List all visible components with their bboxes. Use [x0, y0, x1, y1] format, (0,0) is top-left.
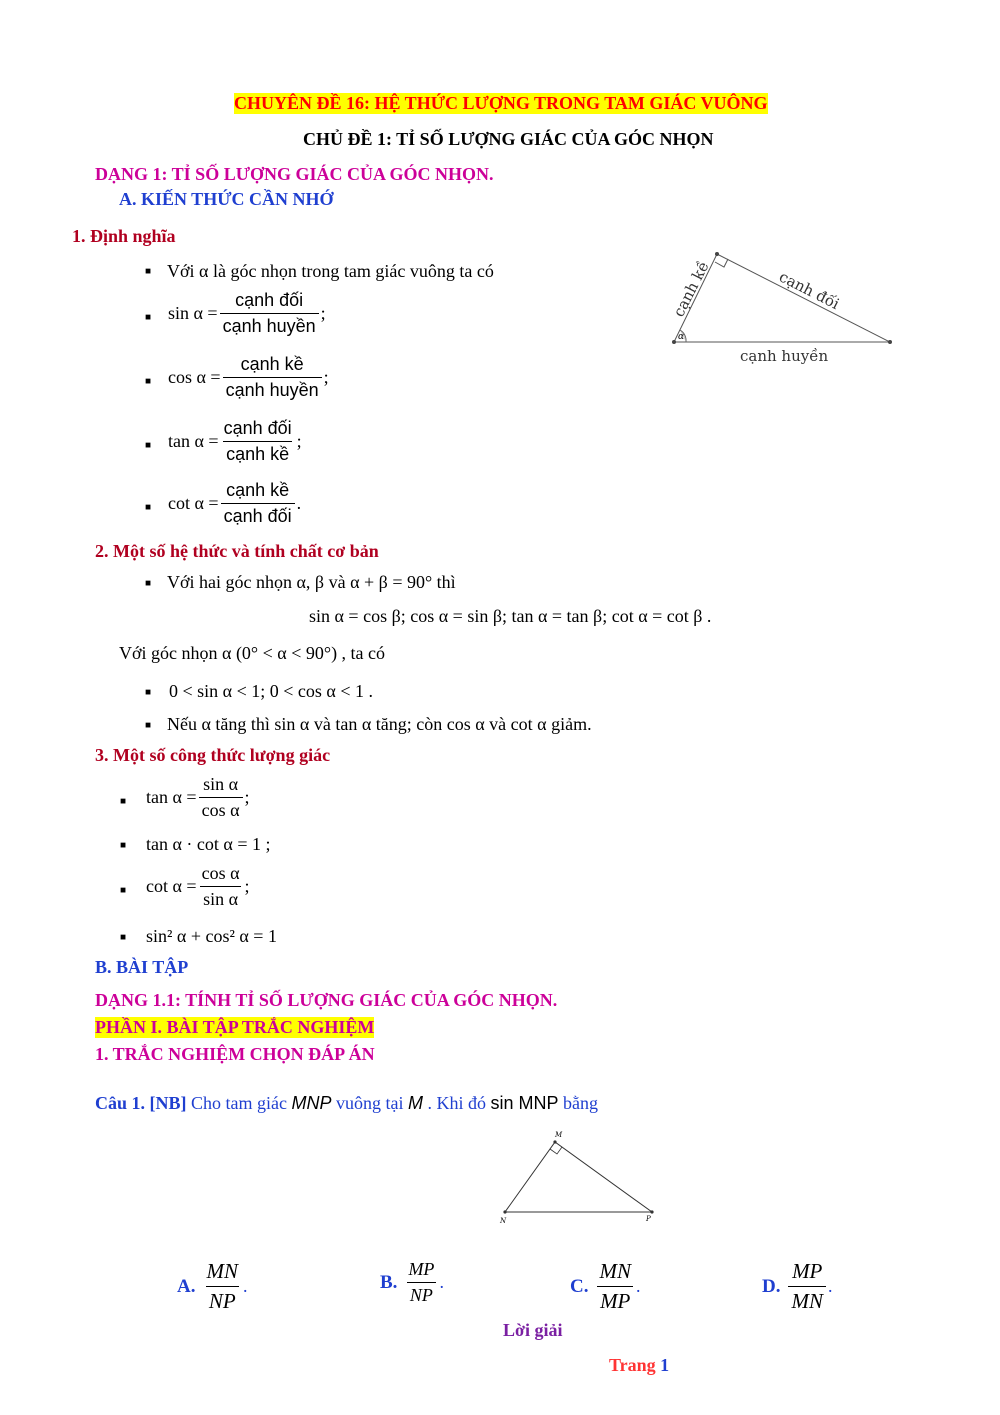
formula-lhs: sin α =	[168, 303, 218, 323]
bullet-icon: ■	[145, 376, 152, 387]
frac-denominator: cạnh huyền	[223, 377, 322, 401]
option-end: .	[635, 1276, 641, 1296]
tan-definition	[168, 418, 302, 465]
frac-numerator: cạnh đối	[235, 290, 304, 310]
frac-denominator: NP	[407, 1282, 436, 1306]
formula-end: ;	[320, 303, 326, 323]
bullet-icon: ■	[120, 840, 127, 851]
option-label: D.	[762, 1275, 781, 1297]
vertex-name: M	[408, 1093, 423, 1113]
option-c[interactable]	[570, 1259, 640, 1314]
frac-denominator: cos α	[199, 797, 243, 821]
section1-title: 1. Định nghĩa	[72, 226, 176, 246]
bullet-icon: ■	[120, 796, 127, 807]
bullet-icon: ■	[145, 720, 152, 731]
formula-lhs: cos α =	[168, 367, 221, 387]
exercises-heading: B. BÀI TẬP	[95, 957, 189, 977]
frac-numerator: MP	[408, 1259, 435, 1279]
formula-lhs: tan α =	[168, 431, 219, 451]
page-number: 1	[660, 1355, 670, 1375]
multiple-choice-heading: 1. TRẮC NGHIỆM CHỌN ĐÁP ÁN	[95, 1044, 375, 1064]
adjacent-side-label: cạnh kề	[669, 258, 713, 320]
frac-numerator: cạnh đối	[223, 418, 292, 438]
vertex-m-label: M	[555, 1131, 563, 1139]
question-label: Câu 1. [NB]	[95, 1093, 187, 1113]
dang1-title: DẠNG 1: TỈ SỐ LƯỢNG GIÁC CỦA GÓC NHỌN.	[95, 164, 494, 184]
knowledge-heading: A. KIẾN THỨC CẦN NHỚ	[119, 189, 334, 209]
vertex-p-label: P	[646, 1215, 651, 1223]
bullet-icon: ■	[120, 932, 127, 943]
subtitle: CHỦ ĐỀ 1: TỈ SỐ LƯỢNG GIÁC CỦA GÓC NHỌN	[303, 129, 714, 149]
sin-definition	[168, 290, 326, 337]
range-inequality: 0 < sin α < 1; 0 < cos α < 1 .	[169, 681, 373, 701]
question-1	[95, 1093, 598, 1114]
option-end: .	[242, 1276, 248, 1296]
tan-cot-product-formula: tan α · cot α = 1 ;	[146, 834, 271, 854]
formula-lhs: cot α =	[146, 876, 197, 896]
frac-denominator: MP	[597, 1286, 633, 1314]
question-text: vuông tại	[331, 1093, 408, 1113]
frac-numerator: MN	[599, 1259, 631, 1283]
option-b[interactable]	[380, 1259, 444, 1306]
pythagorean-identity: sin² α + cos² α = 1	[146, 926, 277, 946]
frac-denominator: sin α	[200, 886, 241, 910]
question-text: Cho tam giác	[186, 1093, 292, 1113]
cos-definition	[168, 354, 329, 401]
dang11-title: DẠNG 1.1: TÍNH TỈ SỐ LƯỢNG GIÁC CỦA GÓC NHỌN.	[95, 990, 558, 1010]
bullet-icon: ■	[120, 885, 127, 896]
option-label: C.	[570, 1275, 589, 1297]
triangle-mnp-figure	[495, 1128, 665, 1228]
formula-lhs: cot α =	[168, 493, 219, 513]
section2-title: 2. Một số hệ thức và tính chất cơ bản	[95, 541, 379, 561]
main-title: CHUYÊN ĐỀ 16: HỆ THỨC LƯỢNG TRONG TAM GIÁC VUÔNG	[234, 93, 768, 113]
formula-end: ;	[244, 876, 250, 896]
bullet-icon: ■	[145, 687, 152, 698]
formula-lhs: tan α =	[146, 787, 197, 807]
sin-expression: sin MNP	[490, 1093, 559, 1113]
acute-angle-text: Với góc nhọn α (0° < α < 90°) , ta có	[119, 643, 386, 663]
frac-numerator: cos α	[201, 863, 240, 883]
page-footer	[609, 1355, 669, 1376]
opposite-side-label: cạnh đối	[776, 267, 843, 314]
bullet-icon: ■	[145, 312, 152, 323]
frac-denominator: cạnh huyền	[220, 313, 319, 337]
option-label: A.	[177, 1275, 196, 1297]
formula-end: ;	[244, 787, 250, 807]
option-end: .	[827, 1276, 833, 1296]
cot-definition	[168, 480, 301, 527]
hypotenuse-label: cạnh huyền	[740, 347, 829, 365]
option-end: .	[439, 1272, 444, 1292]
complementary-angles-text: Với hai góc nhọn α, β và α + β = 90° thì	[167, 572, 456, 592]
frac-denominator: cạnh đối	[221, 503, 295, 527]
question-text: . Khi đó	[423, 1093, 491, 1113]
option-a[interactable]	[177, 1259, 247, 1314]
frac-numerator: sin α	[203, 774, 239, 794]
cot-quotient-formula	[146, 863, 250, 910]
part1-heading: PHẦN I. BÀI TẬP TRẮC NGHIỆM	[95, 1017, 375, 1037]
monotonic-text: Nếu α tăng thì sin α và tan α tăng; còn cos α và cot α giảm.	[167, 714, 592, 734]
vertex-n-label: N	[500, 1217, 507, 1225]
formula-end: .	[296, 493, 302, 513]
bullet-icon: ■	[145, 502, 152, 513]
page-label: Trang	[609, 1355, 656, 1375]
question-text: bằng	[558, 1093, 599, 1113]
complementary-identities: sin α = cos β; cos α = sin β; tan α = tan β; cot α = cot β .	[309, 606, 712, 626]
frac-denominator: MN	[788, 1286, 826, 1314]
frac-numerator: MN	[206, 1259, 238, 1283]
tan-quotient-formula	[146, 774, 250, 821]
definition-intro: Với α là góc nhọn trong tam giác vuông ta có	[167, 261, 494, 281]
bullet-icon: ■	[145, 440, 152, 451]
bullet-icon: ■	[145, 578, 152, 589]
option-label: B.	[380, 1271, 398, 1293]
triangle-name: MNP	[291, 1093, 332, 1113]
section3-title: 3. Một số công thức lượng giác	[95, 745, 331, 765]
angle-alpha-label: α	[678, 332, 685, 342]
solution-heading: Lời giải	[503, 1320, 563, 1340]
formula-end: ;	[296, 431, 302, 451]
frac-numerator: MP	[792, 1259, 823, 1283]
frac-denominator: cạnh kề	[223, 441, 292, 465]
option-d[interactable]	[762, 1259, 832, 1314]
formula-end: ;	[323, 367, 329, 387]
frac-numerator: cạnh kề	[226, 480, 290, 500]
bullet-icon: ■	[145, 266, 152, 277]
frac-numerator: cạnh kề	[240, 354, 304, 374]
frac-denominator: NP	[206, 1286, 239, 1314]
right-triangle-figure	[660, 240, 905, 375]
